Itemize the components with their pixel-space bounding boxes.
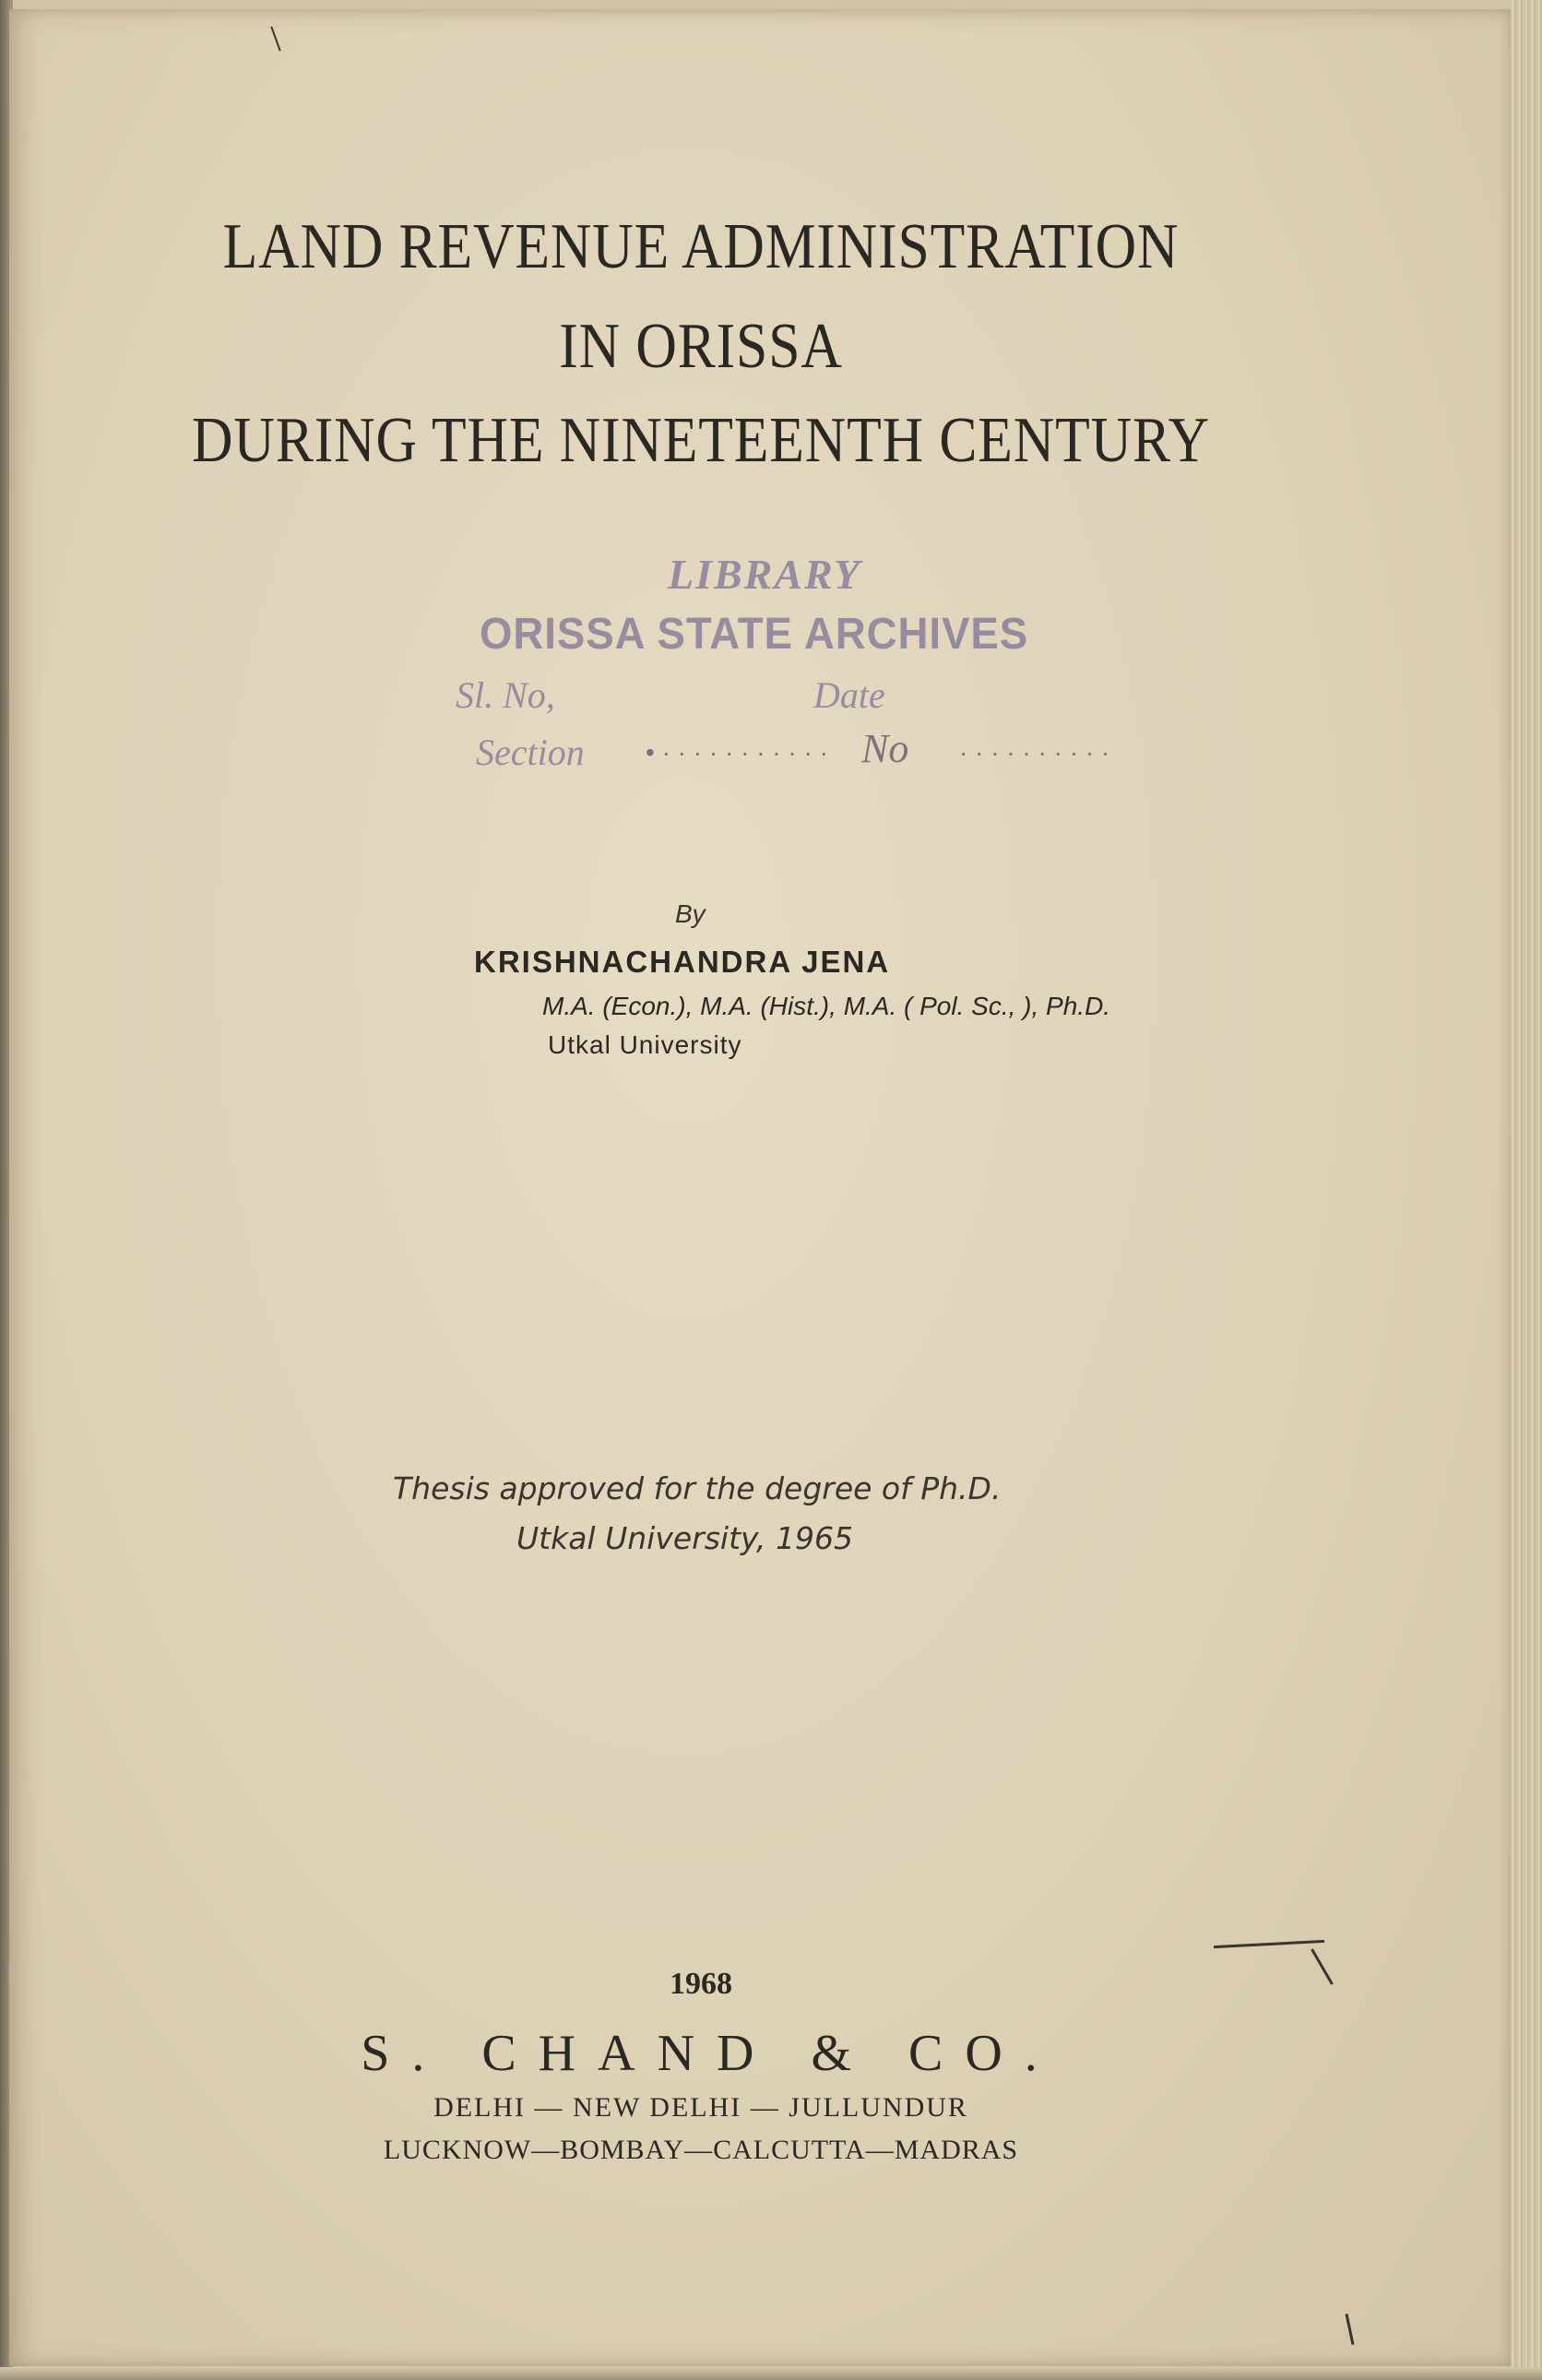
- by-label: By: [675, 899, 706, 928]
- stamp-sl-no: Sl. No,: [456, 674, 555, 716]
- stamp-section-dots: • · · · · · · · · · · ·: [646, 738, 828, 767]
- author-affiliation: Utkal University: [548, 1030, 742, 1059]
- stamp-section: Section: [476, 732, 585, 773]
- title-line-3: DURING THE NINETEENTH CENTURY: [192, 405, 1210, 476]
- stamp-no-dots: · · · · · · · · · ·: [959, 738, 1110, 767]
- stamp-archives: ORISSA STATE ARCHIVES: [480, 610, 1029, 659]
- title-line-2: IN ORISSA: [559, 311, 843, 382]
- author-degrees: M.A. (Econ.), M.A. (Hist.), M.A. ( Pol. Sc., ), Ph.D.: [542, 992, 1111, 1020]
- publisher-cities-line-1: DELHI — NEW DELHI — JULLUNDUR: [433, 2092, 968, 2123]
- stamp-no: No: [861, 726, 909, 771]
- publisher-name: S. CHAND & CO.: [361, 2025, 1060, 2082]
- bottom-edge: [0, 2367, 1542, 2380]
- thesis-note-line-1: Thesis approved for the degree of Ph.D.: [393, 1470, 1002, 1506]
- publisher-cities-line-2: LUCKNOW—BOMBAY—CALCUTTA—MADRAS: [383, 2135, 1019, 2165]
- author-name: KRISHNACHANDRA JENA: [474, 945, 891, 979]
- stamp-date: Date: [813, 674, 885, 716]
- title-line-1: LAND REVENUE ADMINISTRATION: [222, 211, 1180, 282]
- thesis-note-line-2: Utkal University, 1965: [516, 1520, 853, 1556]
- publication-year: 1968: [670, 1967, 732, 2001]
- stamp-library: LIBRARY: [668, 551, 861, 598]
- page-stack-edge: [1511, 0, 1542, 2380]
